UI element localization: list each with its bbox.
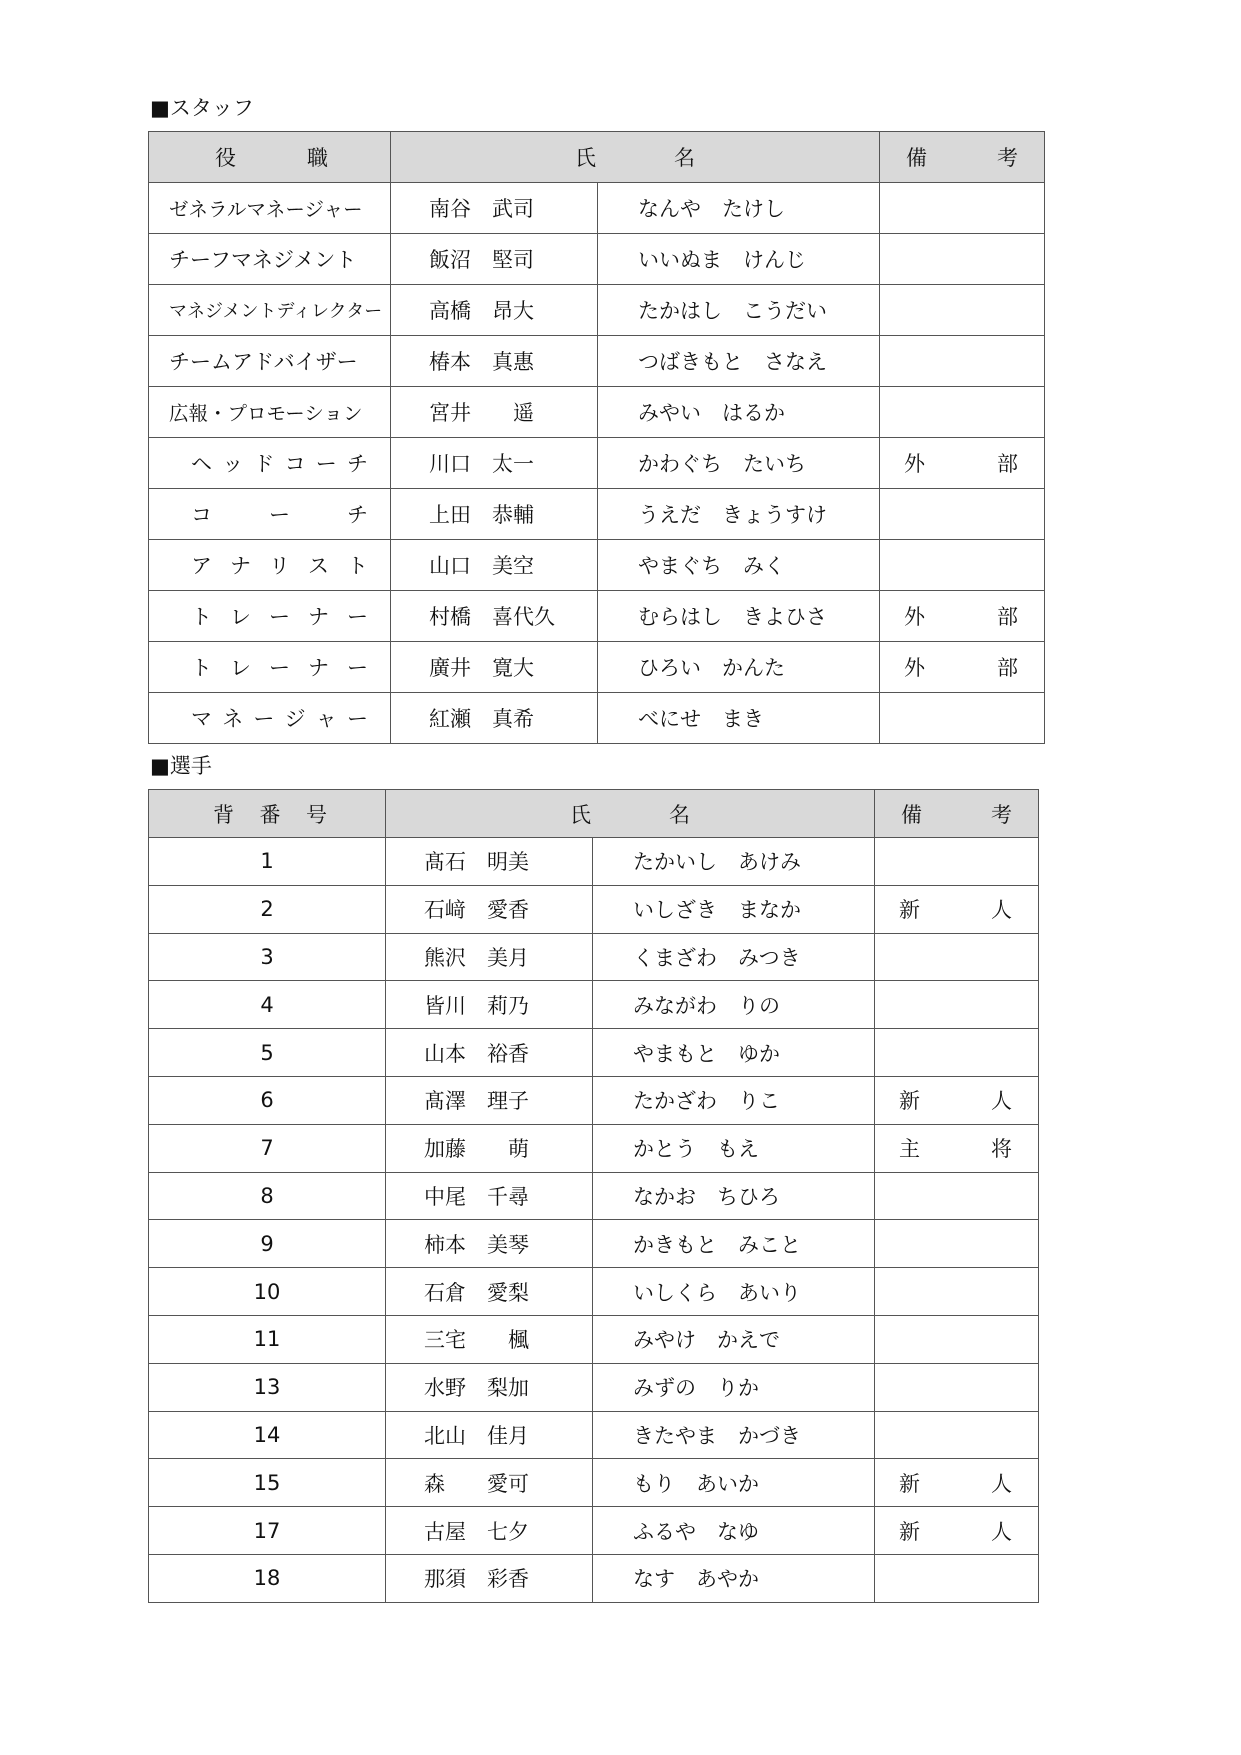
- player-note: [875, 1029, 1039, 1077]
- player-name-kanji: 三宅 楓: [386, 1315, 593, 1363]
- player-number: 6: [149, 1076, 386, 1124]
- staff-name-kanji: 上田 恭輔: [391, 489, 598, 540]
- player-row: [149, 933, 1039, 981]
- player-name-kanji: 中尾 千尋: [386, 1172, 593, 1220]
- player-note: [875, 838, 1039, 886]
- player-name-kanji: 柿本 美琴: [386, 1220, 593, 1268]
- staff-note: [880, 387, 1045, 438]
- staff-name-kanji: 飯沼 堅司: [391, 234, 598, 285]
- player-name-kanji: 古屋 七夕: [386, 1507, 593, 1555]
- player-number: 7: [149, 1124, 386, 1172]
- staff-name-kana: たかはし こうだい: [598, 285, 880, 336]
- player-number: 9: [149, 1220, 386, 1268]
- staff-note: [880, 540, 1045, 591]
- player-name-kanji: 那須 彩香: [386, 1554, 593, 1602]
- staff-row: [149, 540, 1045, 591]
- player-number: 1: [149, 838, 386, 886]
- staff-row: [149, 183, 1045, 234]
- staff-role: 広報・プロモーション: [149, 387, 391, 438]
- staff-name-kanji: 椿本 真惠: [391, 336, 598, 387]
- player-number: 18: [149, 1554, 386, 1602]
- staff-role: コ ー チ: [149, 489, 391, 540]
- staff-row: [149, 285, 1045, 336]
- player-name-kanji: 山本 裕香: [386, 1029, 593, 1077]
- staff-role: ヘ ッ ド コ ー チ: [149, 438, 391, 489]
- players-header-name: 氏 名: [386, 790, 875, 838]
- staff-row: [149, 591, 1045, 642]
- staff-row: [149, 693, 1045, 744]
- player-note: [875, 1268, 1039, 1316]
- staff-row: [149, 336, 1045, 387]
- player-number: 10: [149, 1268, 386, 1316]
- staff-name-kana: つばきもと さなえ: [598, 336, 880, 387]
- staff-role: ア ナ リ ス ト: [149, 540, 391, 591]
- staff-note: [880, 489, 1045, 540]
- staff-name-kana: ひろい かんた: [598, 642, 880, 693]
- staff-name-kana: うえだ きょうすけ: [598, 489, 880, 540]
- staff-row: [149, 489, 1045, 540]
- players-header-note: 備 考: [875, 790, 1039, 838]
- player-row: [149, 1507, 1039, 1555]
- player-name-kana: かきもと みこと: [593, 1220, 875, 1268]
- player-number: 4: [149, 981, 386, 1029]
- player-name-kanji: 北山 佳月: [386, 1411, 593, 1459]
- player-row: [149, 885, 1039, 933]
- player-number: 13: [149, 1363, 386, 1411]
- player-name-kanji: 皆川 莉乃: [386, 981, 593, 1029]
- staff-role: チーフマネジメント: [149, 234, 391, 285]
- player-name-kana: くまざわ みつき: [593, 933, 875, 981]
- player-note: 新 人: [875, 1459, 1039, 1507]
- staff-name-kanji: 山口 美空: [391, 540, 598, 591]
- player-name-kana: きたやま かづき: [593, 1411, 875, 1459]
- player-note: [875, 981, 1039, 1029]
- player-number: 3: [149, 933, 386, 981]
- player-note: 主 将: [875, 1124, 1039, 1172]
- player-name-kana: みながわ りの: [593, 981, 875, 1029]
- staff-name-kanji: 宮井 遥: [391, 387, 598, 438]
- staff-row: [149, 387, 1045, 438]
- staff-name-kana: いいぬま けんじ: [598, 234, 880, 285]
- staff-section-title: ■スタッフ: [150, 96, 254, 120]
- staff-name-kanji: 廣井 寛大: [391, 642, 598, 693]
- player-name-kana: なかお ちひろ: [593, 1172, 875, 1220]
- player-note: [875, 1411, 1039, 1459]
- staff-role: マ ネ ー ジ ャ ー: [149, 693, 391, 744]
- player-row: [149, 1554, 1039, 1602]
- staff-name-kanji: 紅瀬 真希: [391, 693, 598, 744]
- staff-header-row: [149, 132, 1045, 183]
- staff-name-kanji: 川口 太一: [391, 438, 598, 489]
- player-name-kana: かとう もえ: [593, 1124, 875, 1172]
- staff-name-kana: べにせ まき: [598, 693, 880, 744]
- staff-note: 外 部: [880, 438, 1045, 489]
- player-number: 2: [149, 885, 386, 933]
- player-name-kana: もり あいか: [593, 1459, 875, 1507]
- player-name-kanji: 加藤 萌: [386, 1124, 593, 1172]
- players-table: [148, 789, 1039, 1603]
- player-note: 新 人: [875, 885, 1039, 933]
- player-row: [149, 1459, 1039, 1507]
- staff-note: 外 部: [880, 591, 1045, 642]
- player-number: 15: [149, 1459, 386, 1507]
- player-number: 11: [149, 1315, 386, 1363]
- player-row: [149, 1029, 1039, 1077]
- staff-note: 外 部: [880, 642, 1045, 693]
- player-note: 新 人: [875, 1507, 1039, 1555]
- staff-header-note: 備 考: [880, 132, 1045, 183]
- staff-role: ゼネラルマネージャー: [149, 183, 391, 234]
- player-row: [149, 1220, 1039, 1268]
- player-name-kanji: 水野 梨加: [386, 1363, 593, 1411]
- staff-name-kana: かわぐち たいち: [598, 438, 880, 489]
- player-name-kanji: 石﨑 愛香: [386, 885, 593, 933]
- player-name-kana: たかいし あけみ: [593, 838, 875, 886]
- player-number: 5: [149, 1029, 386, 1077]
- staff-role: ト レ ー ナ ー: [149, 591, 391, 642]
- player-number: 8: [149, 1172, 386, 1220]
- player-row: [149, 1172, 1039, 1220]
- player-name-kana: ふるや なゆ: [593, 1507, 875, 1555]
- player-name-kana: いしざき まなか: [593, 885, 875, 933]
- player-note: [875, 1363, 1039, 1411]
- staff-name-kanji: 高橋 昂大: [391, 285, 598, 336]
- player-name-kanji: 髙澤 理子: [386, 1076, 593, 1124]
- players-header-number: 背 番 号: [149, 790, 386, 838]
- staff-note: [880, 234, 1045, 285]
- staff-note: [880, 183, 1045, 234]
- staff-name-kana: みやい はるか: [598, 387, 880, 438]
- staff-role: マネジメントディレクター: [149, 285, 391, 336]
- player-row: [149, 1076, 1039, 1124]
- player-row: [149, 1411, 1039, 1459]
- player-name-kana: みやけ かえで: [593, 1315, 875, 1363]
- player-name-kanji: 熊沢 美月: [386, 933, 593, 981]
- staff-role: チームアドバイザー: [149, 336, 391, 387]
- players-header-row: [149, 790, 1039, 838]
- players-section-title: ■選手: [150, 754, 212, 778]
- player-name-kanji: 石倉 愛梨: [386, 1268, 593, 1316]
- staff-note: [880, 285, 1045, 336]
- staff-name-kanji: 南谷 武司: [391, 183, 598, 234]
- player-name-kana: たかざわ りこ: [593, 1076, 875, 1124]
- staff-name-kana: やまぐち みく: [598, 540, 880, 591]
- player-note: [875, 1172, 1039, 1220]
- player-name-kana: やまもと ゆか: [593, 1029, 875, 1077]
- staff-table: [148, 131, 1045, 744]
- player-number: 14: [149, 1411, 386, 1459]
- player-row: [149, 1363, 1039, 1411]
- staff-note: [880, 336, 1045, 387]
- staff-name-kanji: 村橋 喜代久: [391, 591, 598, 642]
- player-name-kana: みずの りか: [593, 1363, 875, 1411]
- player-name-kanji: 森 愛可: [386, 1459, 593, 1507]
- player-number: 17: [149, 1507, 386, 1555]
- staff-row: [149, 642, 1045, 693]
- staff-note: [880, 693, 1045, 744]
- player-note: [875, 1220, 1039, 1268]
- player-row: [149, 1315, 1039, 1363]
- staff-name-kana: なんや たけし: [598, 183, 880, 234]
- player-note: 新 人: [875, 1076, 1039, 1124]
- player-note: [875, 1315, 1039, 1363]
- player-note: [875, 933, 1039, 981]
- staff-row: [149, 438, 1045, 489]
- player-row: [149, 1124, 1039, 1172]
- player-name-kanji: 髙石 明美: [386, 838, 593, 886]
- staff-header-name: 氏 名: [391, 132, 880, 183]
- staff-row: [149, 234, 1045, 285]
- player-note: [875, 1554, 1039, 1602]
- staff-role: ト レ ー ナ ー: [149, 642, 391, 693]
- staff-header-role: 役 職: [149, 132, 391, 183]
- player-name-kana: なす あやか: [593, 1554, 875, 1602]
- staff-name-kana: むらはし きよひさ: [598, 591, 880, 642]
- player-row: [149, 981, 1039, 1029]
- player-row: [149, 838, 1039, 886]
- player-row: [149, 1268, 1039, 1316]
- player-name-kana: いしくら あいり: [593, 1268, 875, 1316]
